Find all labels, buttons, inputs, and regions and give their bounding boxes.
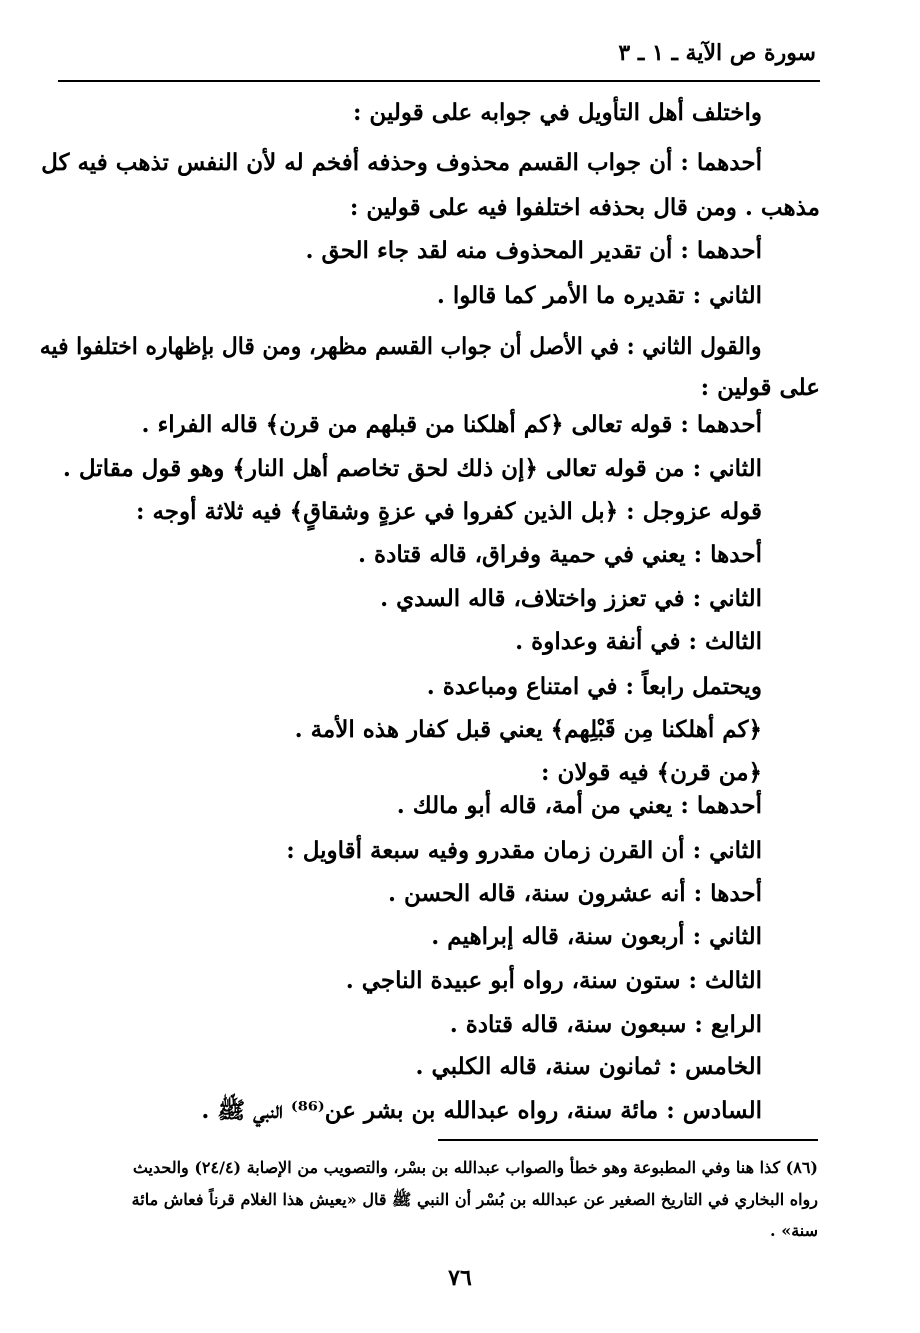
page-number: ٧٦ xyxy=(448,1265,472,1291)
text-line: على قولين : xyxy=(700,374,820,401)
header-rule xyxy=(58,80,820,82)
text-line: الثالث : ستون سنة، رواه أبو عبيدة الناجي . xyxy=(345,967,762,994)
text-line: ﴿من قرن﴾ فيه قولان : xyxy=(540,759,762,786)
text-line: الثاني : تقديره ما الأمر كما قالوا . xyxy=(436,282,762,309)
running-head: سورة ص الآية ـ ١ ـ ٣ xyxy=(618,40,816,66)
text-line: السادس : مائة سنة، رواه عبدالله بن بشر عن⁽⁸⁶⁾ النبي ﷺ . xyxy=(201,1097,762,1124)
text-line: الثاني : من قوله تعالى ﴿إن ذلك لحق تخاصم أهل النار﴾ وهو قول مقاتل . xyxy=(62,455,762,482)
text-line: أحدهما : أن جواب القسم محذوف وحذفه أفخم له لأن النفس تذهب فيه كل xyxy=(41,149,762,176)
text-line: أحدهما : يعني من أمة، قاله أبو مالك . xyxy=(396,792,762,819)
text-line: مذهب . ومن قال بحذفه اختلفوا فيه على قولين : xyxy=(349,194,820,221)
text-line: واختلف أهل التأويل في جوابه على قولين : xyxy=(352,99,762,126)
text-line: أحدها : يعني في حمية وفراق، قاله قتادة . xyxy=(358,541,762,568)
text-line: قوله عزوجل : ﴿بل الذين كفروا في عزةٍ وشقاقٍ﴾ فيه ثلاثة أوجه : xyxy=(135,498,762,525)
text-line: الثاني : في تعزز واختلاف، قاله السدي . xyxy=(380,585,762,612)
footnote-line: سنة» . xyxy=(770,1221,818,1240)
text-line: ﴿كم أهلكنا مِن قَبْلِهم﴾ يعني قبل كفار هذه الأمة . xyxy=(294,716,762,743)
text-line: أحدها : أنه عشرون سنة، قاله الحسن . xyxy=(388,880,762,907)
text-line: الثاني : أربعون سنة، قاله إبراهيم . xyxy=(431,923,762,950)
text-line: والقول الثاني : في الأصل أن جواب القسم مظهر، ومن قال بإظهاره اختلفوا فيه xyxy=(40,333,762,360)
text-line: أحدهما : قوله تعالى ﴿كم أهلكنا من قبلهم من قرن﴾ قاله الفراء . xyxy=(141,411,762,438)
text-line: الخامس : ثمانون سنة، قاله الكلبي . xyxy=(415,1053,762,1080)
text-line: الرابع : سبعون سنة، قاله قتادة . xyxy=(449,1011,762,1038)
footnote-line: (٨٦) كذا هنا وفي المطبوعة وهو خطأ والصواب عبدالله بن بسْر، والتصويب من الإصابة (٢٤/٤) والحديث xyxy=(132,1158,818,1177)
footnote-line: رواه البخاري في التاريخ الصغير عن عبدالله بن بُسْر أن النبي ﷺ قال «يعيش هذا الغلام قرناً فعاش مائة xyxy=(131,1190,818,1209)
text-line: الثالث : في أنفة وعداوة . xyxy=(515,628,762,655)
text-line: ويحتمل رابعاً : في امتناع ومباعدة . xyxy=(426,673,762,700)
text-line: الثاني : أن القرن زمان مقدرو وفيه سبعة أقاويل : xyxy=(286,837,762,864)
text-line: أحدهما : أن تقدير المحذوف منه لقد جاء الحق . xyxy=(305,237,762,264)
footnote-rule xyxy=(438,1139,818,1141)
